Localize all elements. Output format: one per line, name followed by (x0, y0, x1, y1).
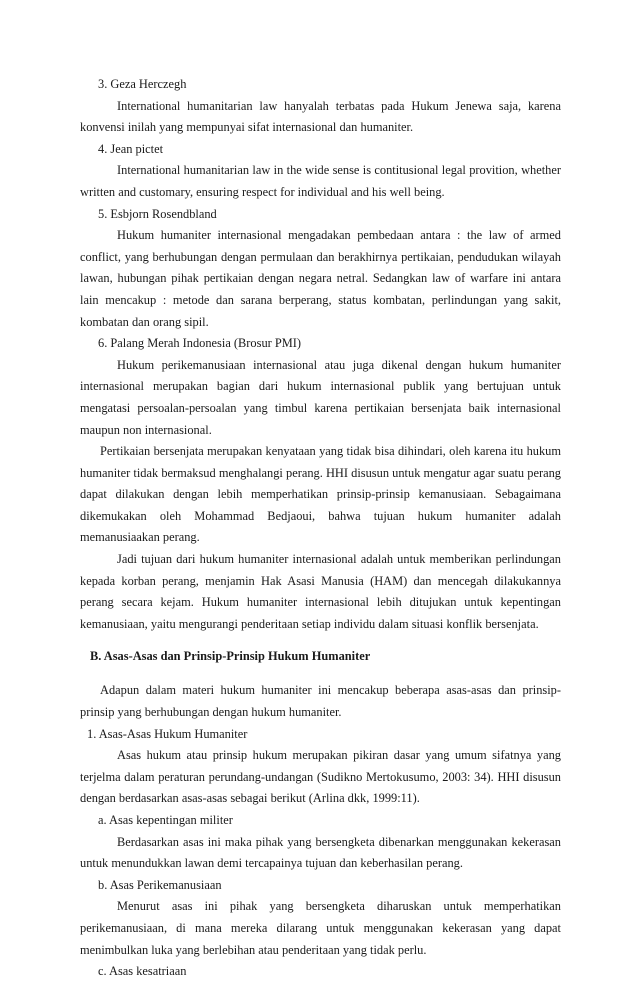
paragraph-tujuan: Jadi tujuan dari hukum humaniter internasional adalah untuk memberikan perlindungan kepada korban perang, menjamin Hak Asasi Manusia (HAM) dan mencegah dilakukannya perang secara kejam. Hukum humaniter internasional lebih ditujukan untuk kepentingan kemanusiaan, yaitu mengurangi penderitaan setiap individu dalam situasi konflik bersenjata. (80, 552, 561, 631)
item-5-text: Hukum humaniter internasional mengadakan pembedaan antara : the law of armed conflict, yang berhubungan dengan permulaan dan berakhirnya pertikaian, pendudukan wilayah lawan, hubungan pihak pertikaian dengan negara netral. Sedangkan law of warfare ini antara lain mencakup : metode dan sarana berperang, status kombatan, perlindungan yang sakit, kombatan dan orang sipil. (80, 228, 561, 329)
subsection-1-title: 1. Asas-Asas Hukum Humaniter (87, 726, 248, 741)
point-b-title: b. Asas Perikemanusiaan (98, 877, 222, 892)
item-5-title: 5. Esbjorn Rosendbland (98, 206, 217, 221)
point-b-text: Menurut asas ini pihak yang bersengketa diharuskan untuk memperhatikan perikemanusiaan, di mana mereka dilarang untuk menggunakan kekerasan yang dapat menimbulkan luka yang berlebihan atau penderitaan yang tidak perlu. (80, 899, 561, 957)
document-page (80, 74, 561, 983)
item-3-text: International humanitarian law hanyalah terbatas pada Hukum Jenewa saja, karena konvensi inilah yang mempunyai sifat internasional dan humaniter. (80, 98, 561, 135)
point-c-title: c. Asas kesatriaan (98, 964, 187, 979)
paragraph-adapun: Adapun dalam materi hukum humaniter ini mencakup beberapa asas-asas dan prinsip-prinsip yang berhubungan dengan hukum humaniter. (80, 683, 561, 720)
item-6-title: 6. Palang Merah Indonesia (Brosur PMI) (98, 336, 302, 351)
item-4-text: International humanitarian law in the wide sense is contitusional legal provition, whether written and customary, ensuring respect for individual and his well being. (80, 163, 561, 199)
subsection-1-text: Asas hukum atau prinsip hukum merupakan pikiran dasar yang umum sifatnya yang terjelma dalam peraturan perundang-undangan (Sudikno Mertokusumo, 2003: 34). HHI disusun dengan berdasarkan asas-asas sebagai berikut (Arlina dkk, 1999:11). (80, 748, 561, 806)
section-heading-b: B. Asas-Asas dan Prinsip-Prinsip Hukum Humaniter (90, 649, 371, 664)
point-a-title: a. Asas kepentingan militer (98, 812, 233, 827)
item-4-title: 4. Jean pictet (98, 141, 164, 156)
paragraph-pertikaian: Pertikaian bersenjata merupakan kenyataan yang tidak bisa dihindari, oleh karena itu hukum humaniter tidak bermaksud menghalangi perang. HHI disusun untuk mengatur agar suatu perang dapat dilakukan dengan lebih memperhatikan prinsip-prinsip kemanusiaan. Sebagaimana dikemukakan oleh Mohammad Bedjaoui, bahwa tujuan hukum humaniter adalah memanusiaakan perang. (80, 444, 561, 545)
point-a-text: Berdasarkan asas ini maka pihak yang bersengketa dibenarkan menggunakan kekerasan untuk menundukkan lawan demi tercapainya tujuan dan keberhasilan perang. (80, 834, 561, 871)
item-3-title: 3. Geza Herczegh (98, 77, 187, 91)
item-6-text: Hukum perikemanusiaan internasional atau juga dikenal dengan hukum humaniter internasional merupakan bagian dari hukum internasional publik yang bertujuan untuk mengatasi persoalan-persoalan yang timbul karena pertikaian bersenjata baik internasional maupun non internasional. (80, 357, 561, 437)
